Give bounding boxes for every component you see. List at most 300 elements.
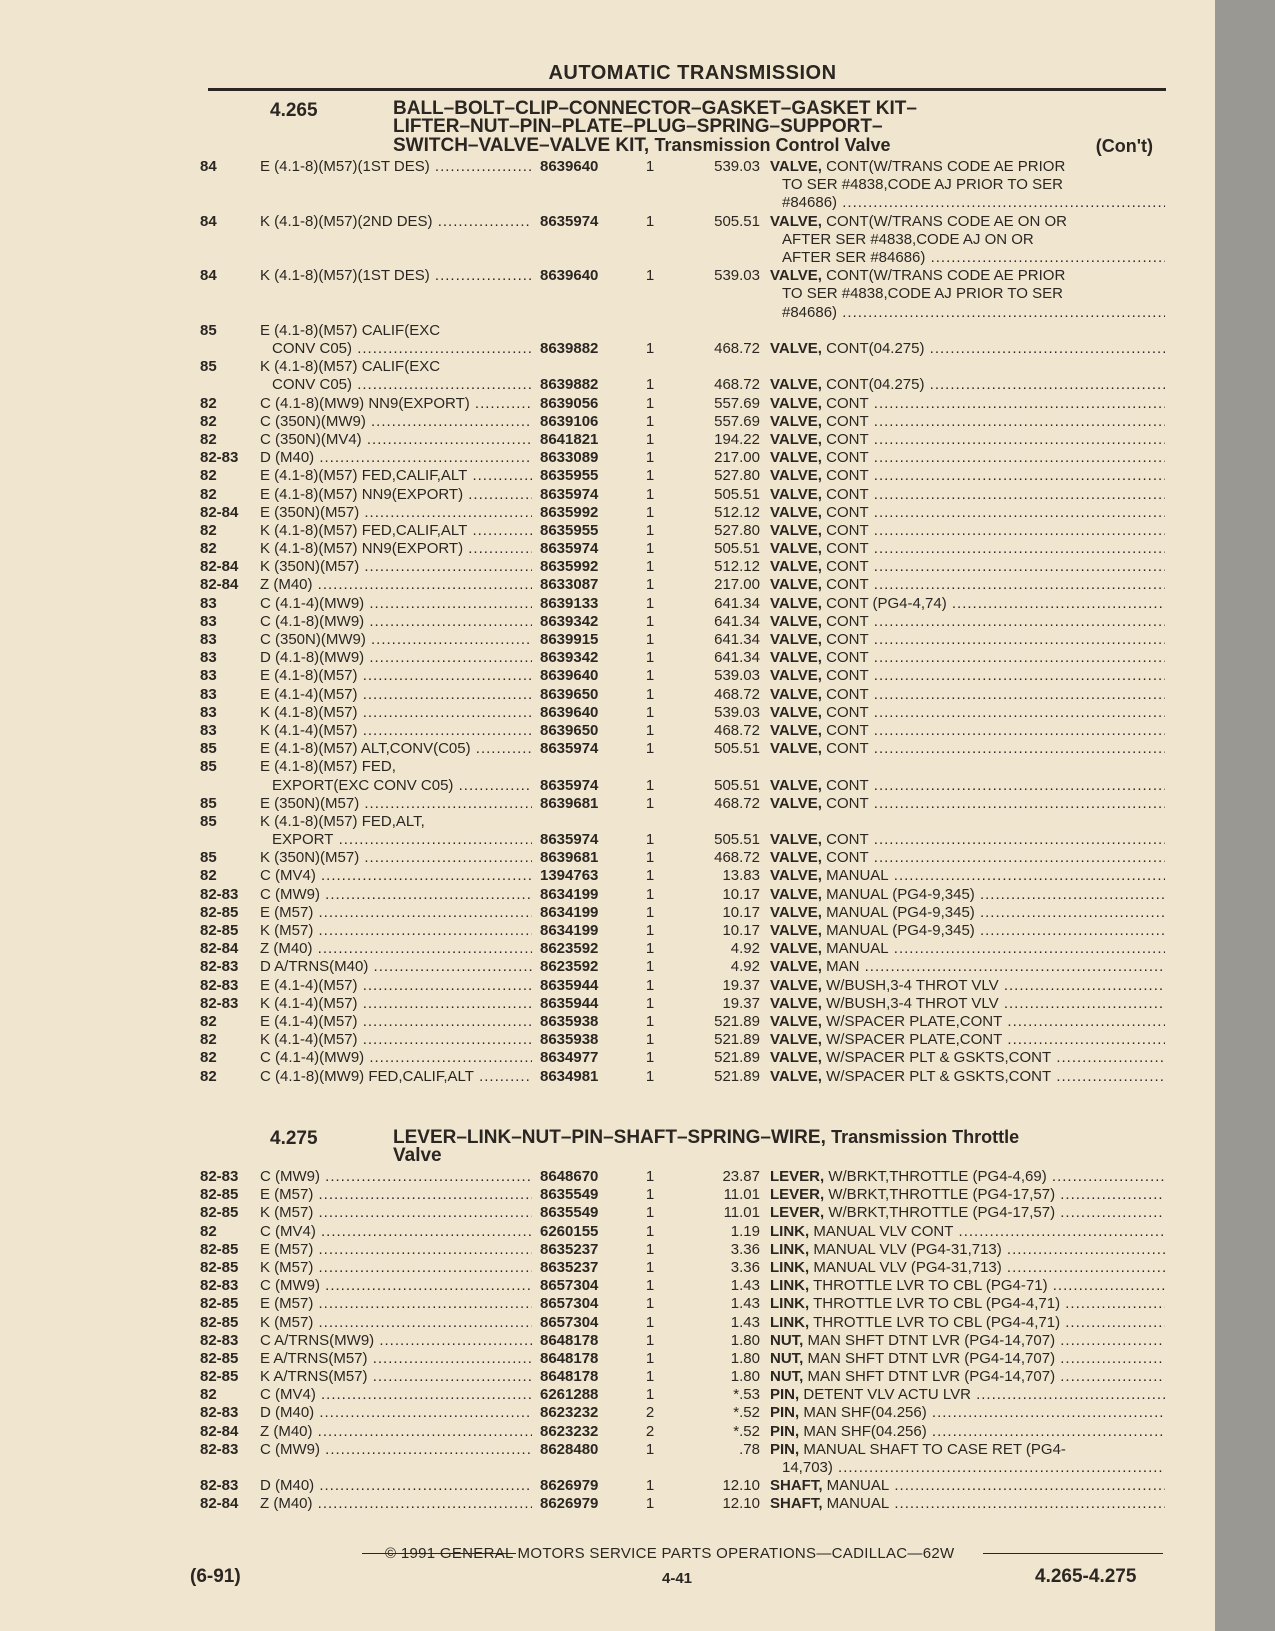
description-cell [770,449,1165,467]
part-number-cell: 8639882 [540,339,599,357]
table-row [200,540,1190,558]
model-line: Z (M40) ..... [260,940,532,958]
part-number-cell: 8626979 [540,1477,599,1495]
quantity-cell: 1 [645,1313,655,1331]
description-line [770,831,1165,849]
description-cell [770,1259,1165,1277]
part-name: LINK, [770,1277,810,1295]
description-text: MANUAL [826,1495,890,1513]
description-cell [770,504,1165,522]
quantity-cell: 1 [645,521,655,539]
section-description: Transmission Throttle [831,1127,1020,1147]
description-cell [770,1168,1165,1186]
description-line [770,158,1165,176]
table-row [200,158,1190,213]
description-text: W/BRKT,THROTTLE (PG4-17,57) [828,1204,1056,1222]
description-cell [770,886,1165,904]
quantity-cell: 1 [645,1168,655,1185]
table-row [200,886,1190,904]
model-cell [260,667,532,685]
part-number-cell: 8639915 [540,631,599,648]
price-cell: 468.72 [714,376,760,394]
price-cell: 539.03 [714,703,760,721]
part-name: VALVE, [770,740,822,758]
section-header [200,100,1190,158]
price-cell: 1.80 [730,1331,760,1349]
model-cell [260,213,532,231]
year-cell: 82 [200,1012,217,1030]
price-cell: 217.00 [714,449,760,467]
section-title [393,1128,1183,1165]
table-row [200,1386,1190,1404]
model-cell [260,1295,532,1313]
description-line [770,486,1165,504]
description-cell [770,795,1165,813]
description-text: W/SPACER PLATE,CONT [826,1031,1003,1049]
description-text: THROTTLE LVR TO CBL (PG4-4,71) [813,1313,1061,1331]
model-cell [260,1441,532,1459]
model-cell [260,940,532,958]
part-number-cell: 8635549 [540,1204,599,1222]
part-number-cell: 8648178 [540,1349,599,1367]
part-number-cell: 6261288 [540,1386,599,1404]
quantity-cell: 1 [645,1186,655,1204]
quantity-cell: 1 [645,903,655,921]
part-name: VALVE, [770,1012,822,1030]
part-name: VALVE, [770,521,822,539]
description-text: CONT [826,412,869,430]
quantity-cell: 1 [645,576,655,594]
quantity-cell: 1 [645,612,655,630]
price-cell: 521.89 [714,1031,760,1049]
part-number-cell: 8639640 [540,158,599,175]
price-cell: 12.10 [722,1495,760,1513]
quantity-cell: 1 [645,631,655,648]
page-number: 4-41 [662,1570,693,1587]
model-cell [260,1423,532,1441]
description-line [770,995,1165,1013]
description-line [770,576,1165,594]
price-cell: 10.17 [722,922,760,940]
table-row [200,849,1190,867]
table-row [200,395,1190,413]
part-name: VALVE, [770,503,822,521]
table-row [200,1204,1190,1222]
description-line [770,522,1165,540]
table-row [200,904,1190,922]
description-cell [770,1295,1165,1313]
part-name: LEVER, [770,1168,825,1185]
description-line [770,1314,1165,1332]
year-cell: 82 [200,540,217,558]
price-cell: 539.03 [714,667,760,685]
quantity-cell: 2 [645,1422,655,1440]
quantity-cell: 1 [645,1386,655,1404]
year-cell: 82-83 [200,1477,239,1495]
description-line [770,340,1165,358]
quantity-cell: 1 [645,867,655,885]
part-number-cell: 8634981 [540,1067,599,1085]
description-line: AFTER SER #4838,CODE AJ ON OR [782,230,1034,248]
description-cell [770,540,1165,558]
description-cell [770,576,1165,594]
description-line [770,504,1165,522]
model-cell [260,1068,532,1086]
price-cell: 1.43 [730,1313,760,1331]
year-cell: 83 [200,703,217,721]
quantity-cell: 1 [645,721,655,739]
model-cell [260,613,532,631]
description-text: CONT [826,558,869,576]
section-title-line: SWITCH–VALVE–VALVE KIT, [393,135,650,156]
model-line: E (4.1-8)(M57) NN9(EXPORT) ..... [260,486,532,504]
price-cell: 505.51 [714,776,760,794]
description-text: CONT [826,740,869,758]
table-row [200,613,1190,631]
quantity-cell: 1 [645,976,655,994]
table-row [200,922,1190,940]
part-name: VALVE, [770,1067,822,1085]
description-text: MAN SHF(04.256) [803,1404,927,1422]
description-line [770,777,1165,795]
part-number-cell: 8635938 [540,1012,599,1030]
description-cell [770,649,1165,667]
price-cell: 505.51 [714,485,760,503]
year-cell: 82-84 [200,576,239,594]
description-cell [770,1241,1165,1259]
model-line: C (MV4) ..... [260,1386,532,1404]
year-cell: 85 [200,321,217,339]
model-cell [260,1350,532,1368]
model-line: C (MV4) ..... [260,867,532,885]
price-cell: 10.17 [722,885,760,903]
quantity-cell: 1 [645,685,655,703]
model-line: E (M57) ..... [260,904,532,922]
part-number-cell: 8634199 [540,885,599,903]
year-cell: 82 [200,412,217,430]
price-cell: 557.69 [714,394,760,412]
header-rule [208,88,1166,91]
description-cell [770,467,1165,485]
table-row [200,504,1190,522]
part-number-cell: 8639133 [540,594,599,612]
description-text: CONT [826,685,869,703]
year-cell: 82-84 [200,558,239,576]
model-line: C (4.1-4)(MW9) ..... [260,595,532,613]
year-cell: 82-83 [200,1440,239,1458]
model-line: E (4.1-8)(M57) ALT,CONV(C05) ..... [260,740,532,758]
table-row [200,358,1190,394]
price-cell: 12.10 [722,1477,760,1495]
description-line [770,1068,1165,1086]
part-name: LINK, [770,1295,810,1313]
description-line [770,1423,1165,1441]
table-row [200,522,1190,540]
year-cell: 82 [200,1386,217,1404]
part-name: VALVE, [770,685,822,703]
model-line: Z (M40) ..... [260,1495,532,1513]
year-cell: 82-84 [200,940,239,958]
description-text: CONT [826,503,869,521]
model-line: C (MW9) ..... [260,1441,532,1459]
continued-label: (Con't) [1095,136,1153,156]
part-name: VALVE, [770,958,822,976]
year-cell: 85 [200,794,217,812]
quantity-cell: 1 [645,940,655,958]
description-text: MANUAL (PG4-9,345) [826,922,975,940]
table-row [200,631,1190,649]
description-text: MANUAL [826,867,889,885]
description-text: W/SPACER PLATE,CONT [826,1012,1003,1030]
description-line [770,395,1165,413]
part-number-cell: 8639342 [540,612,599,630]
description-line [770,922,1165,940]
year-cell: 84 [200,212,217,230]
price-cell: 505.51 [714,212,760,230]
description-line [770,977,1165,995]
section-4-275 [200,1128,1190,1514]
model-cell [260,922,532,940]
model-line: K (M57) ..... [260,1314,532,1332]
part-number-cell: 8639106 [540,412,599,430]
table-row [200,1049,1190,1067]
quantity-cell: 1 [645,1204,655,1222]
model-cell [260,758,532,794]
quantity-cell: 1 [645,449,655,467]
model-cell [260,886,532,904]
model-line: CONV C05) ..... [260,376,532,394]
quantity-cell: 1 [645,1222,655,1240]
quantity-cell: 1 [645,849,655,867]
table-row [200,686,1190,704]
quantity-cell: 1 [645,394,655,412]
year-cell: 83 [200,685,217,703]
section-title-line: BALL–BOLT–CLIP–CONNECTOR–GASKET–GASKET KIT– [393,98,917,119]
part-name: VALVE, [770,903,822,921]
quantity-cell: 1 [645,1031,655,1049]
price-cell: 19.37 [722,976,760,994]
part-name: VALVE, [770,267,822,285]
year-cell: 82-83 [200,449,239,467]
part-name: VALVE, [770,721,822,739]
description-line [770,1223,1165,1241]
description-cell [770,686,1165,704]
model-cell [260,1186,532,1204]
part-name: VALVE, [770,831,822,849]
model-cell [260,322,532,358]
description-text: CONT [826,703,869,721]
description-cell [770,958,1165,976]
model-cell [260,631,532,649]
parts-table [200,1168,1190,1514]
description-line [770,740,1165,758]
year-cell: 83 [200,667,217,685]
year-cell: 82-85 [200,922,239,940]
description-cell [770,849,1165,867]
footer-rule [983,1553,1163,1554]
description-cell [770,740,1165,758]
year-cell: 82-84 [200,1422,239,1440]
year-cell: 82-83 [200,1331,239,1349]
price-cell: 11.01 [723,1204,760,1222]
part-number-cell: 8635974 [540,485,599,503]
description-cell [770,267,1165,322]
description-text: MANUAL (PG4-9,345) [826,885,975,903]
model-cell [260,467,532,485]
model-cell [260,504,532,522]
part-number-cell: 8634199 [540,903,599,921]
part-number-cell: 8626979 [540,1495,599,1513]
description-cell [770,1049,1165,1067]
part-name: PIN, [770,1440,800,1458]
description-line [770,1295,1165,1313]
table-row [200,213,1190,268]
price-cell: 539.03 [714,267,760,285]
description-cell [770,1368,1165,1386]
table-row [200,1031,1190,1049]
price-cell: 505.51 [714,831,760,849]
description-line [770,1186,1165,1204]
section-title-tail: Valve [393,1145,442,1166]
part-number-cell: 8635944 [540,994,599,1012]
description-line [770,1332,1165,1350]
price-cell: 527.80 [714,467,760,485]
model-line: K (4.1-8)(M57)(2ND DES) ..... [260,213,532,231]
model-cell [260,358,532,394]
quantity-cell: 1 [645,885,655,903]
description-text: CONT [826,485,869,503]
price-cell: 13.83 [722,867,760,885]
table-row [200,322,1190,358]
year-cell: 82-85 [200,1186,239,1204]
part-number-cell: 8623592 [540,940,599,958]
description-text: MAN SHF(04.256) [803,1422,927,1440]
description-line [770,376,1165,394]
description-text: MANUAL VLV CONT [813,1222,954,1240]
model-cell [260,1259,532,1277]
description-line [770,1204,1165,1222]
quantity-cell: 1 [645,540,655,558]
price-cell: .78 [739,1440,760,1458]
price-cell: 3.36 [730,1258,760,1276]
description-cell [770,1350,1165,1368]
table-row [200,1368,1190,1386]
model-line: K (350N)(M57) ..... [260,849,532,867]
description-cell [770,1495,1165,1513]
part-name: PIN, [770,1404,800,1422]
part-name: VALVE, [770,976,822,994]
model-cell [260,1332,532,1350]
year-cell: 82-85 [200,903,239,921]
quantity-cell: 1 [645,776,655,794]
model-cell [260,267,532,285]
description-line: TO SER #4838,CODE AJ PRIOR TO SER [782,176,1063,194]
part-number-cell: 8635938 [540,1031,599,1049]
year-cell: 83 [200,649,217,667]
description-text: MAN SHFT DTNT LVR (PG4-14,707) [807,1368,1056,1386]
table-row [200,1477,1190,1495]
description-cell [770,376,1165,394]
table-row [200,431,1190,449]
description-cell [770,1332,1165,1350]
description-cell [770,1441,1165,1477]
model-cell [260,1223,532,1241]
model-line: D (M40) ..... [260,1404,532,1422]
year-cell: 85 [200,812,217,830]
description-text: THROTTLE LVR TO CBL (PG4-4,71) [813,1295,1061,1313]
description-cell [770,977,1165,995]
table-row [200,595,1190,613]
price-cell: 468.72 [714,721,760,739]
description-text: MANUAL VLV (PG4-31,713) [813,1258,1002,1276]
model-line: E (M57) ..... [260,1295,532,1313]
part-number-cell: 8635974 [540,740,599,758]
description-text: THROTTLE LVR TO CBL (PG4-71) [813,1277,1048,1295]
description-cell [770,213,1165,268]
part-name: VALVE, [770,849,822,867]
description-line [770,886,1165,904]
price-cell: 1.43 [730,1295,760,1313]
description-text: W/BUSH,3-4 THROT VLV [826,994,999,1012]
description-line [770,613,1165,631]
description-text: DETENT VLV ACTU LVR [803,1386,971,1404]
description-line [770,686,1165,704]
model-line: E (M57) ..... [260,1241,532,1259]
quantity-cell: 1 [645,1067,655,1085]
part-number-cell: 8639882 [540,376,599,394]
year-cell: 82-83 [200,994,239,1012]
description-line [770,449,1165,467]
description-cell [770,1423,1165,1441]
model-line: E (4.1-4)(M57) ..... [260,686,532,704]
table-row [200,1186,1190,1204]
part-number-cell: 8639056 [540,394,599,412]
table-row [200,1068,1190,1086]
part-name: VALVE, [770,412,822,430]
model-line: D (M40) ..... [260,1477,532,1495]
model-cell [260,995,532,1013]
model-line: K (M57) ..... [260,922,532,940]
description-line: 14,703) ..... [770,1459,1165,1477]
description-cell [770,1013,1165,1031]
parts-table [200,158,1190,1086]
model-line: C (350N)(MV4) ..... [260,431,532,449]
model-cell [260,449,532,467]
model-line: Z (M40) ..... [260,1423,532,1441]
table-row [200,1259,1190,1277]
part-number-cell: 8635992 [540,558,599,576]
model-cell [260,740,532,758]
part-name: VALVE, [770,940,822,958]
year-cell: 82-85 [200,1204,239,1222]
price-cell: *.53 [733,1386,760,1404]
part-number-cell: 8657304 [540,1277,599,1295]
price-cell: 4.92 [730,958,760,976]
description-cell [770,667,1165,685]
price-cell: 3.36 [730,1240,760,1258]
table-row [200,1013,1190,1031]
table-row [200,1241,1190,1259]
price-cell: 468.72 [714,685,760,703]
description-text: MAN [826,958,860,976]
table-row [200,758,1190,794]
price-cell: 641.34 [714,612,760,630]
quantity-cell: 1 [645,1012,655,1030]
year-cell: 82 [200,467,217,485]
year-cell: 82-83 [200,976,239,994]
quantity-cell: 1 [645,339,655,357]
section-range: 4.265-4.275 [1035,1566,1137,1587]
